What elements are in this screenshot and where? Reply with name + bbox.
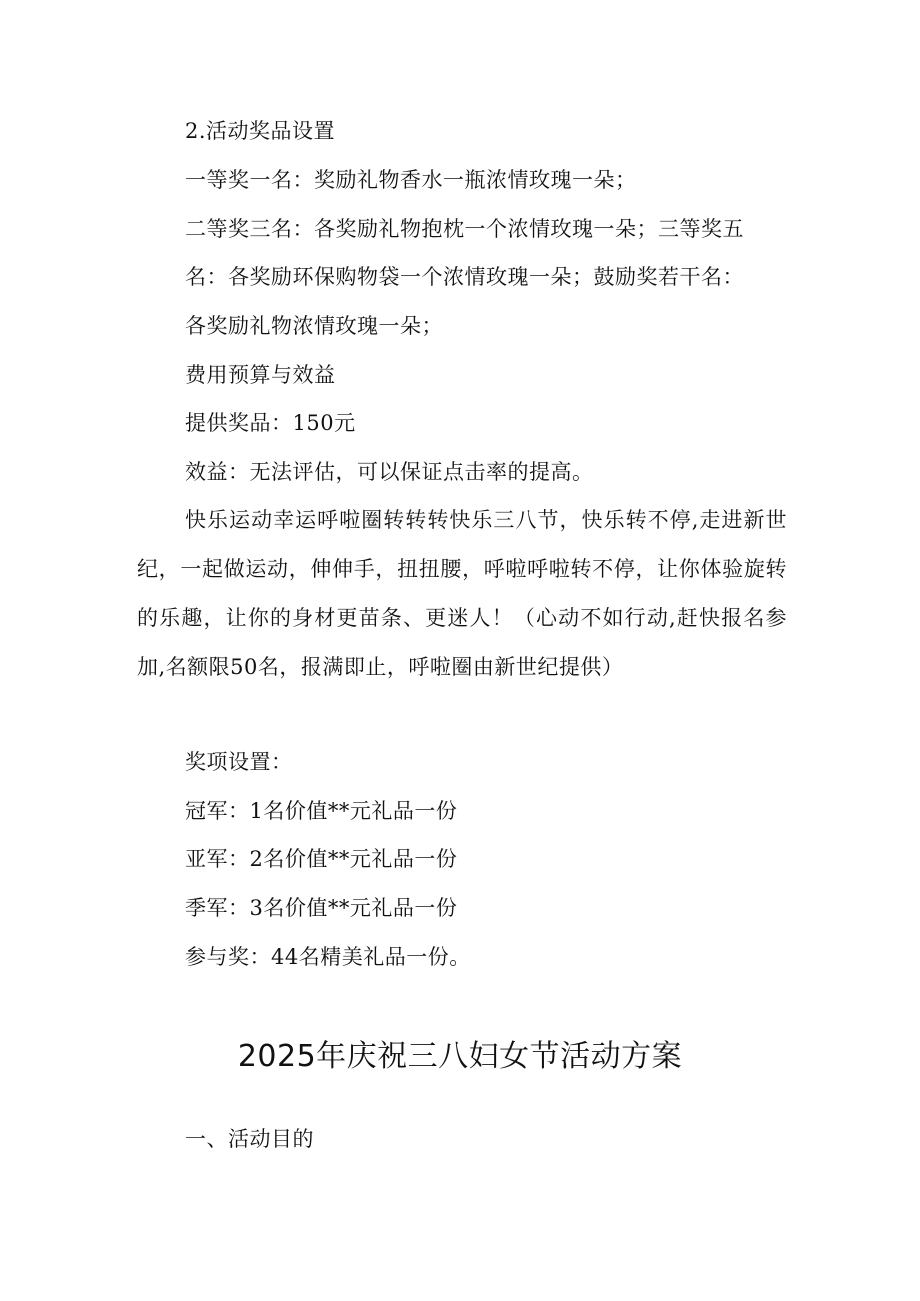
document-title: 2025年庆祝三八妇女节活动方案 [237, 1039, 683, 1074]
prize-line-4: 各奖励礼物浓情玫瑰一朵； [185, 314, 443, 338]
hula-hoop-paragraph: 快乐运动幸运呼啦圈转转转快乐三八节，快乐转不停,走进新世纪，一起做运动，伸伸手，扭扭腰，呼啦呼啦转不停，让你体验旋转的乐趣，让你的身材更苗条、更迷人！（心动不如行动,赶快报名参加,名额限50名，报满即止，呼啦圈由新世纪提供） [137, 508, 787, 679]
first-prize-line: 一等奖一名：奖励礼物香水一瓶浓情玫瑰一朵； [185, 168, 637, 192]
prize-line-2: 二等奖三名：各奖励礼物抱枕一个浓情玫瑰一朵；三等奖五 [185, 217, 744, 241]
award-third: 季军：3名价值**元礼品一份 [185, 896, 458, 920]
prize-line-3: 名：各奖励环保购物袋一个浓情玫瑰一朵；鼓励奖若干名： [185, 265, 744, 289]
prize-setting-heading: 2.活动奖品设置 [185, 119, 336, 143]
awards-heading: 奖项设置： [185, 750, 293, 774]
award-champion: 冠军：1名价值**元礼品一份 [185, 799, 458, 823]
section-one-heading: 一、活动目的 [185, 1127, 314, 1151]
budget-cost: 提供奖品：150元 [185, 411, 356, 435]
budget-benefit: 效益：无法评估，可以保证点击率的提高。 [185, 460, 594, 484]
award-runner-up: 亚军：2名价值**元礼品一份 [185, 847, 458, 871]
award-participation: 参与奖：44名精美礼品一份。 [185, 945, 471, 969]
budget-heading: 费用预算与效益 [185, 363, 336, 387]
